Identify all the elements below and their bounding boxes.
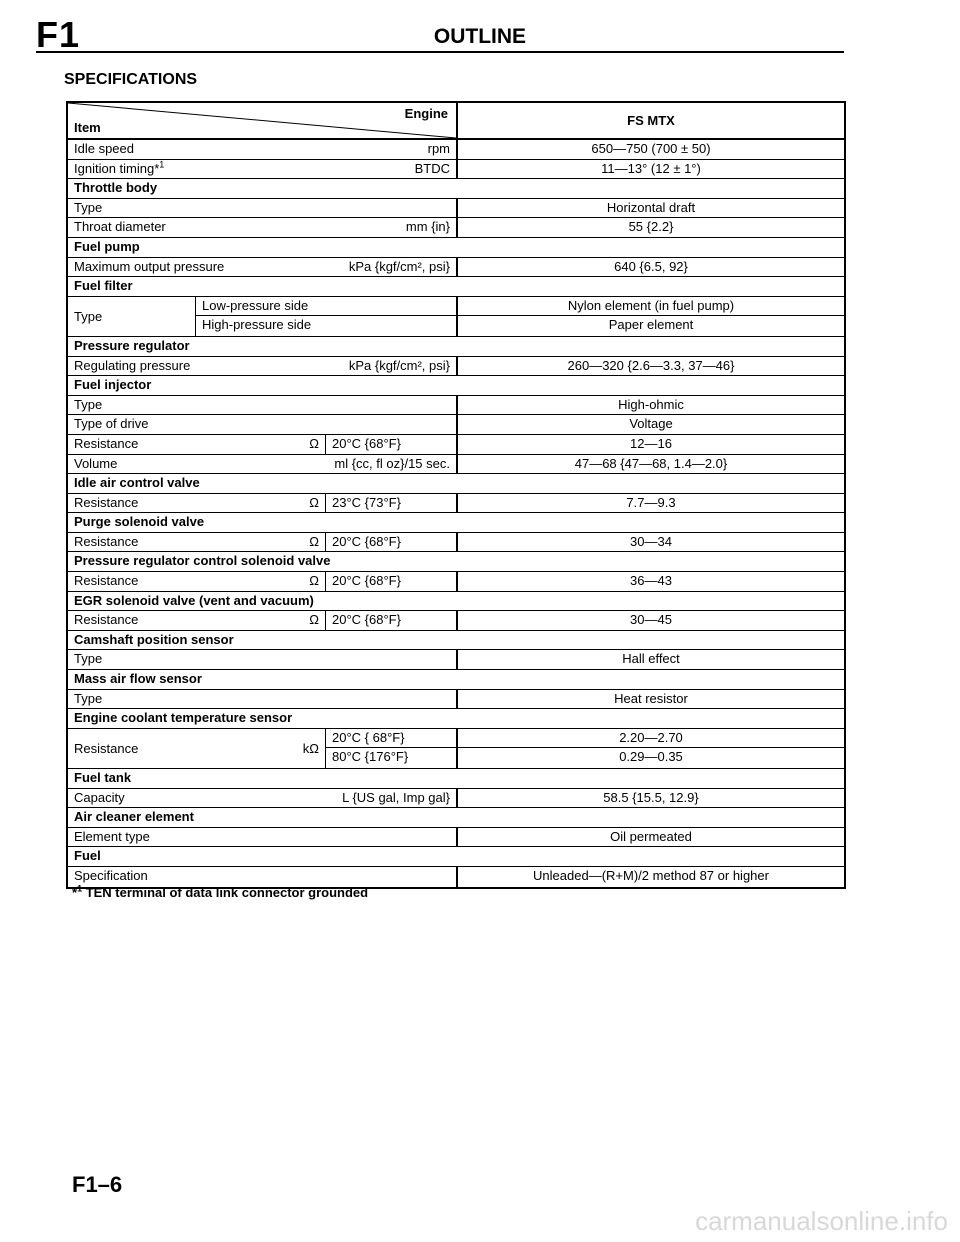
item-label: Resistance	[74, 435, 139, 451]
item-value: 11—13° (12 ± 1°)	[601, 160, 701, 176]
group-subrow	[326, 729, 844, 749]
item-value: Hall effect	[622, 651, 680, 667]
section-label: Engine coolant temperature sensor	[74, 710, 293, 726]
item-label	[74, 258, 349, 277]
diagonal-divider	[68, 103, 456, 138]
section-row	[68, 552, 844, 572]
item-label-text: Volume	[74, 455, 118, 471]
header-item: Item	[74, 120, 101, 135]
section-label: EGR solenoid valve (vent and vacuum)	[74, 592, 314, 608]
table-row	[68, 650, 844, 670]
item-label-text: Throat diameter	[74, 219, 166, 235]
table-row	[68, 494, 844, 514]
item-label	[74, 218, 406, 237]
item-unit: rpm	[427, 141, 450, 156]
section-label: Idle air control valve	[74, 475, 200, 491]
item-cell	[68, 690, 458, 709]
item-cell	[68, 258, 458, 277]
item-label-text: Type of drive	[74, 416, 149, 432]
section-row	[68, 709, 844, 729]
item-label	[74, 690, 450, 709]
group-subrow	[196, 297, 844, 317]
table-row	[68, 415, 844, 435]
group-label: Type	[74, 308, 103, 324]
item-value: Oil permeated	[610, 828, 692, 844]
item-unit: Ω	[299, 611, 326, 630]
item-value: 260—320 {2.6—3.3, 37—46}	[567, 357, 735, 373]
table-row	[68, 611, 844, 631]
subrow-value: Paper element	[608, 317, 694, 333]
item-label-text: Specification	[74, 867, 148, 883]
item-cell	[68, 867, 458, 887]
section-row	[68, 277, 844, 297]
item-unit: Ω	[299, 533, 326, 552]
section-label: Mass air flow sensor	[74, 671, 202, 687]
item-label-text: Capacity	[74, 789, 125, 805]
item-label	[74, 650, 450, 669]
subrow-value: 0.29—0.35	[619, 749, 683, 765]
section-title: SPECIFICATIONS	[64, 71, 198, 88]
item-label	[74, 160, 415, 179]
subrow-value: 2.20—2.70	[619, 729, 683, 745]
subrow-value: Nylon element (in fuel pump)	[567, 297, 735, 313]
item-label-sup: 1	[159, 159, 165, 170]
item-cell	[68, 140, 458, 159]
item-condition: 20°C {68°F}	[332, 612, 401, 628]
group-label: Resistance	[74, 740, 139, 756]
table-row	[68, 396, 844, 416]
item-value: Horizontal draft	[606, 199, 696, 215]
item-value: 47—68 {47—68, 1.4—2.0}	[574, 455, 728, 471]
footnote-text: TEN terminal of data link connector grounded	[82, 885, 369, 900]
item-condition: 20°C {68°F}	[332, 533, 401, 549]
group-label-cell	[68, 297, 196, 336]
item-cell	[68, 357, 458, 376]
item-label-text: Idle speed	[74, 141, 134, 156]
item-unit: kPa {kgf/cm², psi}	[348, 357, 450, 373]
section-label: Air cleaner element	[74, 809, 194, 825]
header-item-engine-cell	[68, 103, 458, 138]
section-row	[68, 179, 844, 199]
item-label	[74, 828, 450, 847]
group-row	[68, 297, 844, 337]
page-number: F1–6	[72, 1172, 123, 1197]
section-label: Camshaft position sensor	[74, 631, 234, 647]
item-label	[74, 199, 450, 218]
item-cell	[68, 650, 458, 669]
item-value: 640 {6.5, 92}	[614, 258, 688, 274]
item-cell	[68, 494, 458, 513]
group-subrow	[196, 316, 844, 336]
group-subrows	[196, 297, 844, 336]
item-label-text: Element type	[74, 828, 150, 844]
item-unit: L {US gal, Imp gal}	[342, 789, 450, 805]
section-row	[68, 474, 844, 494]
item-label	[74, 789, 342, 808]
item-cell	[68, 435, 458, 454]
header-engine: Engine	[404, 106, 448, 121]
item-cell	[68, 415, 458, 434]
table-header	[68, 103, 844, 140]
item-cell	[68, 533, 458, 552]
item-value: Voltage	[629, 416, 673, 432]
table-row	[68, 357, 844, 377]
table-row	[68, 218, 844, 238]
section-row	[68, 631, 844, 651]
item-value: 12—16	[630, 435, 672, 451]
footnote	[72, 885, 368, 900]
item-condition: 23°C {73°F}	[332, 494, 401, 510]
section-row	[68, 670, 844, 690]
item-unit: Ω	[299, 435, 326, 454]
section-label: Fuel filter	[74, 278, 133, 294]
section-label: Fuel pump	[74, 238, 140, 254]
item-cell	[68, 789, 458, 808]
footnote-mark: *	[72, 885, 78, 900]
table-row	[68, 572, 844, 592]
item-value: 55 {2.2}	[628, 219, 674, 235]
subrow-condition: Low-pressure side	[196, 297, 458, 316]
section-row	[68, 337, 844, 357]
section-row	[68, 376, 844, 396]
item-cell	[68, 611, 458, 630]
item-value: Unleaded—(R+M)/2 method 87 or higher	[533, 867, 769, 883]
section-row	[68, 847, 844, 867]
table-body	[68, 140, 844, 887]
item-label	[74, 140, 428, 159]
item-label: Resistance	[74, 494, 139, 510]
item-value: 36—43	[630, 573, 672, 589]
item-cell	[68, 160, 458, 179]
item-label-text: Maximum output pressure	[74, 258, 225, 274]
item-unit: mm {in}	[405, 219, 450, 235]
header-fs-mtx: FS MTX	[627, 113, 675, 128]
item-value: 7.7—9.3	[626, 494, 676, 510]
item-label-text: Type	[74, 396, 103, 412]
table-row	[68, 867, 844, 887]
item-cell	[68, 218, 458, 237]
item-unit: BTDC	[414, 160, 450, 176]
subrow-condition: High-pressure side	[196, 316, 458, 336]
section-row	[68, 592, 844, 612]
item-value: Heat resistor	[614, 690, 688, 706]
item-label-text: Type	[74, 651, 103, 667]
table-row	[68, 435, 844, 455]
page-heading: OUTLINE	[433, 25, 527, 48]
subrow-condition: 20°C { 68°F}	[326, 729, 458, 748]
section-label: Fuel injector	[74, 377, 152, 393]
item-value: High-ohmic	[618, 396, 684, 412]
section-row	[68, 513, 844, 533]
section-label: Fuel tank	[74, 770, 132, 785]
item-label	[74, 415, 450, 434]
item-label: Resistance	[74, 612, 139, 628]
group-unit: kΩ	[302, 740, 319, 756]
group-subrows	[326, 729, 844, 768]
section-row	[68, 769, 844, 789]
section-label: Pressure regulator control solenoid valve	[74, 553, 331, 569]
footnote-sup: 1	[77, 883, 83, 894]
item-label	[74, 867, 450, 887]
item-cell	[68, 396, 458, 415]
item-label-text: Type	[74, 690, 103, 706]
item-label-text: Ignition timing*	[74, 160, 160, 176]
watermark: carmanualsonline.info	[695, 1206, 948, 1236]
section-label: Pressure regulator	[74, 337, 190, 353]
item-cell	[68, 572, 458, 591]
item-label-text: Type	[74, 199, 103, 215]
item-unit: kPa {kgf/cm², psi}	[348, 258, 450, 274]
subrow-condition: 80°C {176°F}	[326, 748, 458, 768]
item-unit: Ω	[299, 572, 326, 591]
section-label: Fuel	[74, 848, 101, 864]
item-cell	[68, 455, 458, 474]
group-label-cell	[68, 729, 326, 768]
group-subrow	[326, 748, 844, 768]
specifications-table	[66, 101, 846, 889]
item-value: 58.5 {15.5, 12.9}	[603, 789, 699, 805]
section-row	[68, 808, 844, 828]
table-row	[68, 828, 844, 848]
table-row	[68, 258, 844, 278]
chapter-label: F1	[36, 14, 81, 55]
header-rule	[36, 51, 844, 53]
section-row	[68, 238, 844, 258]
table-row	[68, 140, 844, 160]
table-row	[68, 533, 844, 553]
item-value: 30—34	[630, 533, 672, 549]
item-label	[74, 357, 349, 376]
item-label-text: Regulating pressure	[74, 357, 191, 373]
item-label: Resistance	[74, 573, 139, 589]
item-unit: Ω	[299, 494, 326, 513]
item-label	[74, 455, 334, 474]
item-value: 30—45	[630, 612, 672, 628]
item-condition: 20°C {68°F}	[332, 573, 401, 589]
item-condition: 20°C {68°F}	[332, 435, 401, 451]
table-row	[68, 199, 844, 219]
item-value: 650—750 (700 ± 50)	[591, 141, 711, 156]
item-label	[74, 396, 450, 415]
item-unit: ml {cc, fl oz}/15 sec.	[334, 455, 450, 471]
table-row	[68, 160, 844, 180]
table-row	[68, 690, 844, 710]
item-cell	[68, 828, 458, 847]
item-cell	[68, 199, 458, 218]
item-label: Resistance	[74, 533, 139, 549]
table-row	[68, 455, 844, 475]
section-label: Throttle body	[74, 180, 158, 196]
section-label: Purge solenoid valve	[74, 514, 205, 530]
group-row	[68, 729, 844, 769]
table-row	[68, 789, 844, 809]
